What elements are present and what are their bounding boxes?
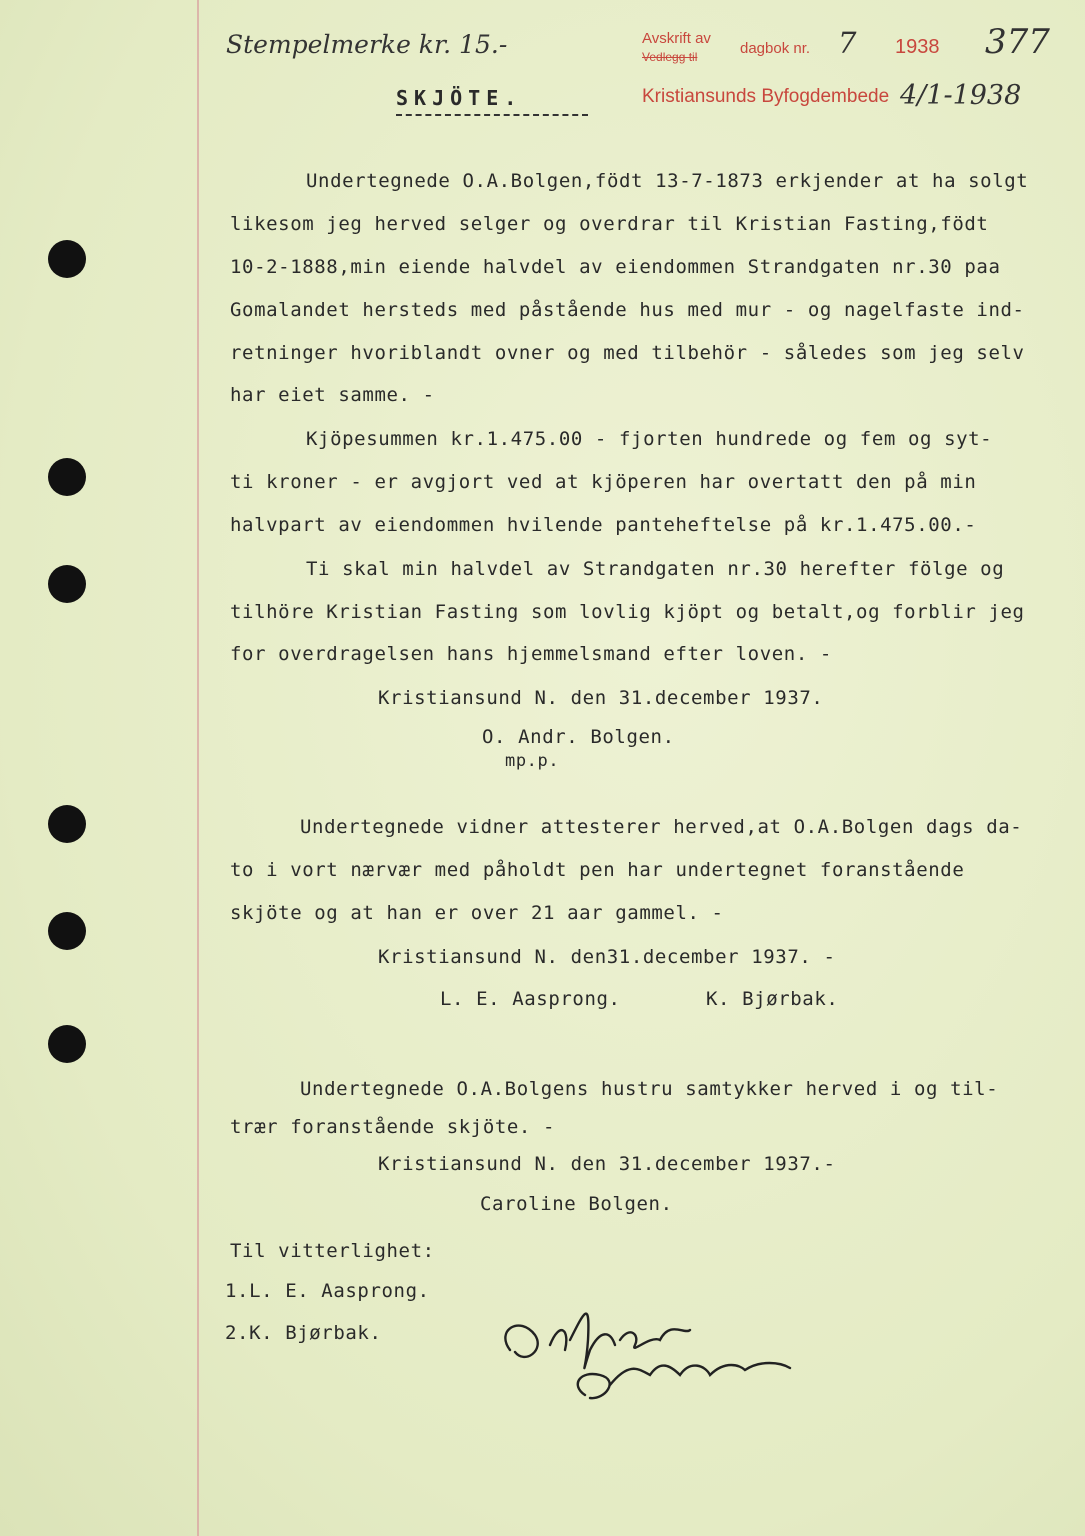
text-line: ti kroner - er avgjort ved at kjöperen har overtatt den på min — [230, 471, 977, 493]
punch-hole — [48, 1025, 86, 1063]
vitterlighet-witness: 1.L. E. Aasprong. — [225, 1280, 430, 1302]
text-line: to i vort nærvær med påholdt pen har undertegnet foranstående — [230, 859, 965, 881]
vitterlighet-label: Til vitterlighet: — [230, 1240, 435, 1262]
text-line: har eiet samme. - — [230, 384, 435, 406]
text-line: retninger hvoriblandt ovner og med tilbehör - således som jeg selv — [230, 342, 1025, 364]
text-line: trær foranstående skjöte. - — [230, 1116, 556, 1138]
text-line: Undertegnede vidner attesterer herved,at O.A.Bolgen dags da- — [300, 816, 1023, 838]
text-line: skjöte og at han er over 21 aar gammel. - — [230, 902, 724, 924]
stamp-year: 1938 — [895, 36, 940, 58]
stamp-avskrift: Avskrift av — [642, 30, 711, 47]
witness-name: L. E. Aasprong. — [440, 988, 621, 1010]
text-line: Undertegnede O.A.Bolgen,födt 13-7-1873 erkjender at ha solgt — [306, 170, 1029, 192]
text-line: Kjöpesummen kr.1.475.00 - fjorten hundrede og fem og syt- — [306, 428, 993, 450]
vitterlighet-witness: 2.K. Bjørbak. — [225, 1322, 382, 1344]
text-line: tilhöre Kristian Fasting som lovlig kjöpt og betalt,og forblir jeg — [230, 601, 1025, 623]
stamp-vedlegg-struck: Vedlegg til — [642, 50, 698, 64]
signer-name: Caroline Bolgen. — [480, 1193, 673, 1215]
text-line: 10-2-1888,min eiende halvdel av eiendommen Strandgaten nr.30 paa — [230, 256, 1001, 278]
date-line: Kristiansund N. den31.december 1937. - — [378, 946, 836, 968]
handwritten-date: 4/1-1938 — [900, 80, 1022, 111]
punch-hole — [48, 458, 86, 496]
punch-hole — [48, 912, 86, 950]
text-line: Ti skal min halvdel av Strandgaten nr.30 herefter fölge og — [306, 558, 1005, 580]
title-underline — [396, 114, 588, 116]
page-number: 377 — [985, 22, 1050, 62]
stamp-dagbok: dagbok nr. — [740, 40, 811, 57]
stamp-byfogdembede: Kristiansunds Byfogdembede — [642, 86, 890, 107]
text-line: Gomalandet hersteds med påstående hus med mur - og nagelfaste ind- — [230, 299, 1025, 321]
witness-name: K. Bjørbak. — [706, 988, 839, 1010]
handwritten-stamp-note: Stempelmerke kr. 15.- — [226, 30, 508, 59]
date-line: Kristiansund N. den 31.december 1937.- — [378, 1153, 836, 1175]
text-line: Undertegnede O.A.Bolgens hustru samtykker herved i og til- — [300, 1078, 999, 1100]
document-title: SKJÖTE. — [396, 86, 523, 110]
handwritten-signature — [490, 1290, 810, 1420]
text-line: halvpart av eiendommen hvilende panteheftelse på kr.1.475.00.- — [230, 514, 977, 536]
signer-note: mp.p. — [505, 751, 560, 771]
date-line: Kristiansund N. den 31.december 1937. — [378, 687, 824, 709]
text-line: likesom jeg herved selger og overdrar til Kristian Fasting,födt — [230, 213, 989, 235]
punch-hole — [48, 805, 86, 843]
signer-name: O. Andr. Bolgen. — [482, 726, 675, 748]
punch-hole — [48, 565, 86, 603]
margin-line — [197, 0, 199, 1536]
dagbok-number: 7 — [838, 26, 857, 60]
punch-hole — [48, 240, 86, 278]
text-line: for overdragelsen hans hjemmelsmand efter loven. - — [230, 643, 832, 665]
